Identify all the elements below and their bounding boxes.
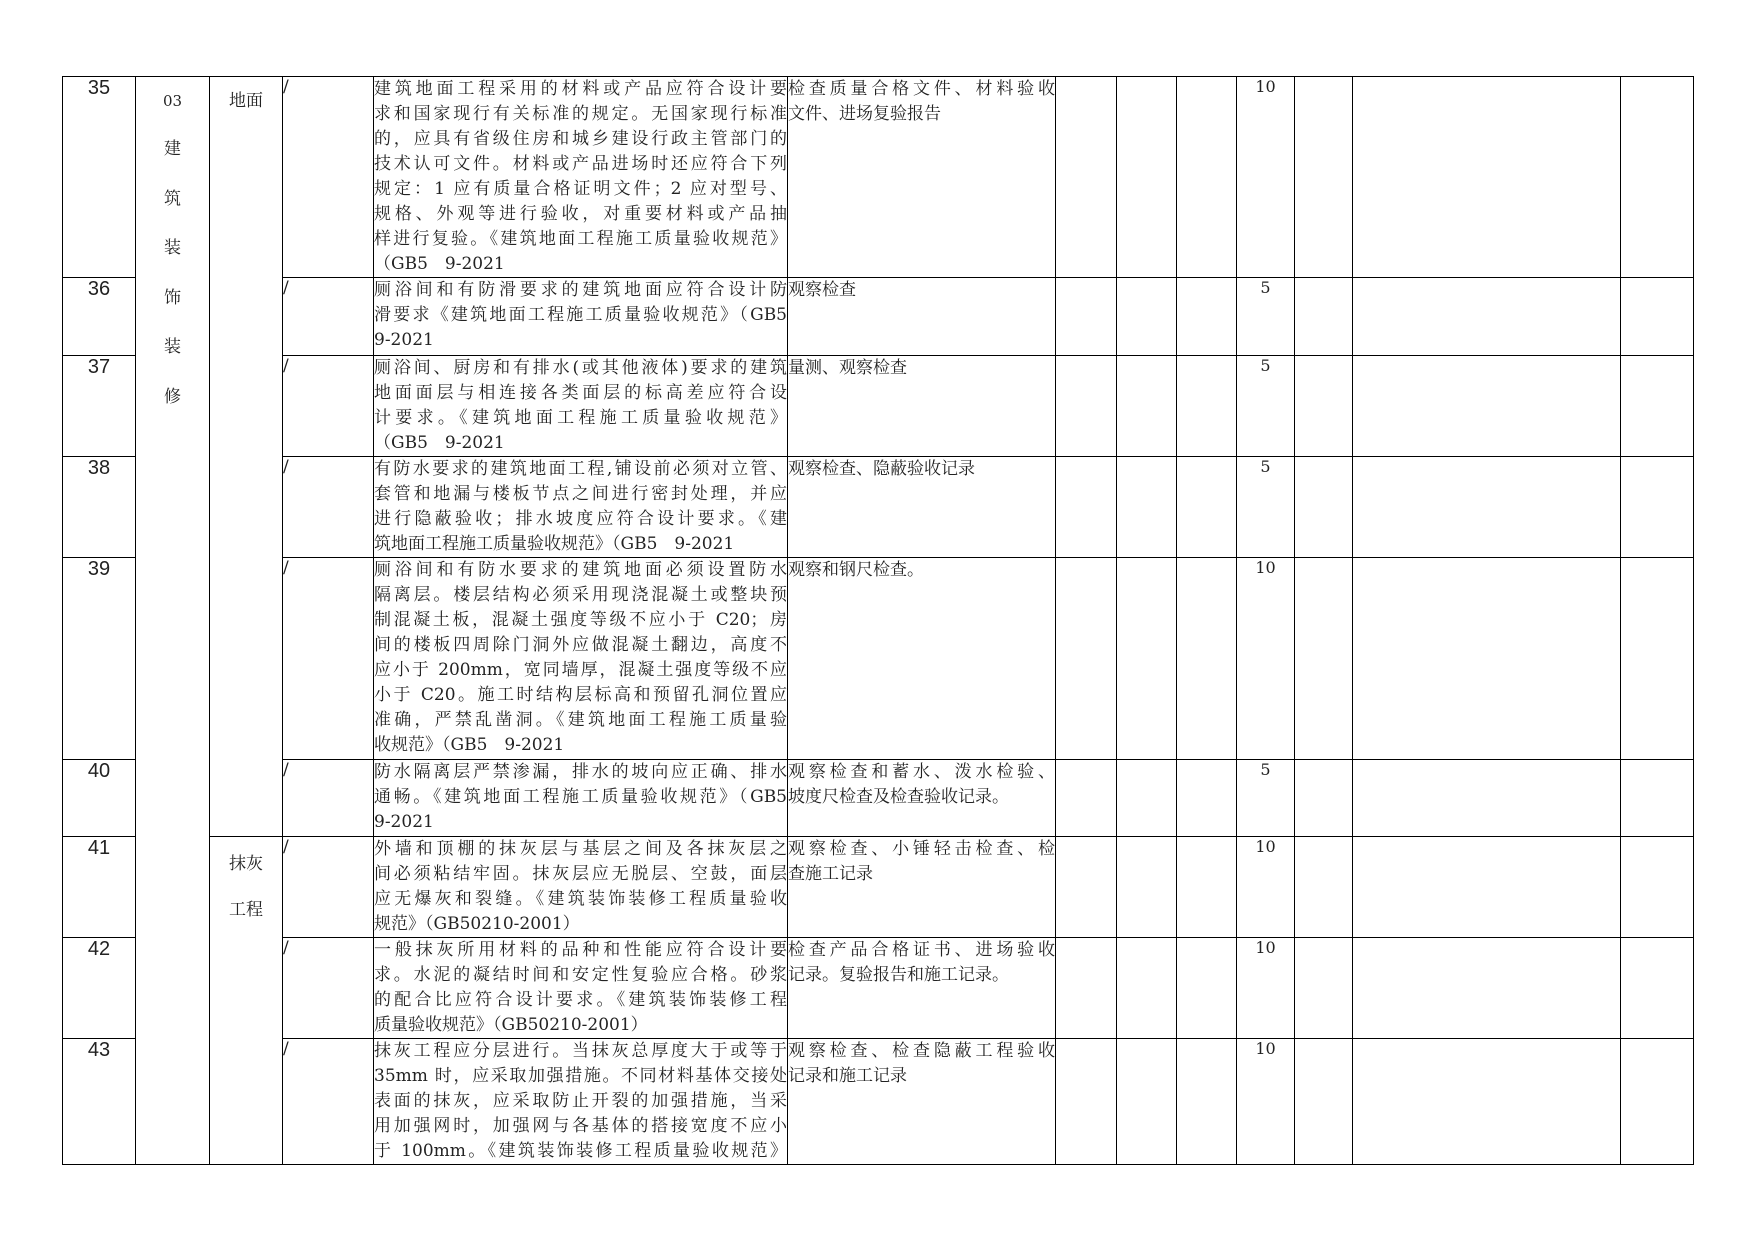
blank-cell bbox=[1295, 760, 1353, 837]
blank-cell bbox=[1295, 837, 1353, 938]
text-line: 抹灰工程应分层进行。当抹灰总厚度大于或等于 bbox=[374, 1041, 787, 1061]
text-line: 通畅。《建筑地面工程施工质量验收规范》（GB5 bbox=[374, 787, 787, 807]
requirement-text bbox=[374, 356, 788, 457]
inspection-method bbox=[788, 938, 1056, 1039]
item-number: 42 bbox=[63, 938, 136, 1039]
blank-cell bbox=[1295, 938, 1353, 1039]
method-line: 观察检查和蓄水、泼水检验、 bbox=[788, 762, 1055, 782]
mark-cell bbox=[283, 356, 374, 457]
item-number: 37 bbox=[63, 356, 136, 457]
method-line: 检查产品合格证书、进场验收 bbox=[788, 940, 1055, 960]
text-line: 规格、外观等进行验收，对重要材料或产品抽 bbox=[374, 204, 787, 224]
mark-cell bbox=[283, 1039, 374, 1165]
method-line: 坡度尺检查及检查验收记录。 bbox=[788, 787, 1009, 807]
inspection-method bbox=[788, 457, 1056, 558]
blank-cell bbox=[1353, 760, 1621, 837]
slash-mark: / bbox=[283, 837, 289, 857]
slash-mark: / bbox=[283, 278, 289, 298]
blank-cell bbox=[1117, 938, 1177, 1039]
method-line: 量测、观察检查 bbox=[788, 358, 907, 378]
mark-cell bbox=[283, 77, 374, 278]
text-line: 套管和地漏与楼板节点之间进行密封处理，并应 bbox=[374, 484, 787, 504]
score: 10 bbox=[1237, 938, 1295, 1039]
text-line: 防水隔离层严禁渗漏，排水的坡向应正确、排水 bbox=[374, 762, 787, 782]
item-number: 36 bbox=[63, 278, 136, 356]
blank-cell bbox=[1353, 837, 1621, 938]
subitem-label-line: 工程 bbox=[229, 900, 263, 920]
text-line: 小于 C20。施工时结构层标高和预留孔洞位置应 bbox=[374, 685, 787, 705]
blank-cell bbox=[1117, 760, 1177, 837]
item-number: 38 bbox=[63, 457, 136, 558]
text-line: 有防水要求的建筑地面工程,铺设前必须对立管、 bbox=[374, 459, 787, 479]
slash-mark: / bbox=[283, 457, 289, 477]
text-line: （GB5 9-2021 bbox=[374, 254, 505, 274]
blank-cell bbox=[1117, 1039, 1177, 1165]
method-line: 查施工记录 bbox=[788, 864, 873, 884]
slash-mark: / bbox=[283, 760, 289, 780]
table-row bbox=[63, 837, 1694, 938]
text-line: 的，应具有省级住房和城乡建设行政主管部门的 bbox=[374, 129, 787, 149]
slash-mark: / bbox=[283, 558, 289, 578]
text-line: 规范》（GB50210-2001） bbox=[374, 914, 580, 934]
requirement-text bbox=[374, 760, 788, 837]
table-row bbox=[63, 356, 1694, 457]
requirement-text bbox=[374, 278, 788, 356]
inspection-method bbox=[788, 356, 1056, 457]
table-row bbox=[63, 77, 1694, 278]
score: 5 bbox=[1237, 356, 1295, 457]
blank-cell bbox=[1177, 457, 1237, 558]
text-line: 9-2021 bbox=[374, 812, 434, 832]
subitem-label-line: 抹灰 bbox=[229, 854, 263, 874]
text-line: 地面面层与相连接各类面层的标高差应符合设 bbox=[374, 383, 787, 403]
category-name-char: 装 bbox=[164, 337, 181, 357]
blank-cell bbox=[1056, 837, 1117, 938]
blank-cell bbox=[1056, 558, 1117, 760]
blank-cell bbox=[1056, 760, 1117, 837]
text-line: 的配合比应符合设计要求。《建筑装饰装修工程 bbox=[374, 990, 787, 1010]
text-line: 求。水泥的凝结时间和安定性复验应合格。砂浆 bbox=[374, 965, 787, 985]
score: 10 bbox=[1237, 558, 1295, 760]
requirement-text bbox=[374, 837, 788, 938]
blank-cell bbox=[1117, 77, 1177, 278]
text-line: 计要求。《建筑地面工程施工质量验收规范》 bbox=[374, 408, 787, 428]
slash-mark: / bbox=[283, 1039, 289, 1059]
blank-cell bbox=[1117, 558, 1177, 760]
blank-cell bbox=[1621, 457, 1694, 558]
blank-cell bbox=[1353, 278, 1621, 356]
blank-cell bbox=[1621, 837, 1694, 938]
text-line: 隔离层。楼层结构必须采用现浇混凝土或整块预 bbox=[374, 585, 787, 605]
item-number: 41 bbox=[63, 837, 136, 938]
text-line: 外墙和顶棚的抹灰层与基层之间及各抹灰层之 bbox=[374, 839, 787, 859]
score: 10 bbox=[1237, 837, 1295, 938]
score: 5 bbox=[1237, 760, 1295, 837]
text-line: 应无爆灰和裂缝。《建筑装饰装修工程质量验收 bbox=[374, 889, 787, 909]
blank-cell bbox=[1056, 356, 1117, 457]
inspection-method bbox=[788, 760, 1056, 837]
blank-cell bbox=[1177, 356, 1237, 457]
method-line: 记录。复验报告和施工记录。 bbox=[788, 965, 1009, 985]
text-line: 质量验收规范》（GB50210-2001） bbox=[374, 1015, 648, 1035]
slash-mark: / bbox=[283, 938, 289, 958]
blank-cell bbox=[1056, 938, 1117, 1039]
category-name-char: 饰 bbox=[164, 287, 181, 308]
method-line: 文件、进场复验报告 bbox=[788, 104, 941, 124]
blank-cell bbox=[1177, 1039, 1237, 1165]
blank-cell bbox=[1353, 558, 1621, 760]
item-number: 43 bbox=[63, 1039, 136, 1165]
slash-mark: / bbox=[283, 77, 289, 97]
text-line: 技术认可文件。材料或产品进场时还应符合下列 bbox=[374, 154, 787, 174]
blank-cell bbox=[1295, 1039, 1353, 1165]
method-line: 记录和施工记录 bbox=[788, 1066, 907, 1086]
text-line: 滑要求《建筑地面工程施工质量验收规范》（GB5 bbox=[374, 305, 787, 325]
blank-cell bbox=[1056, 278, 1117, 356]
text-line: 间的楼板四周除门洞外应做混凝土翻边，高度不 bbox=[374, 635, 787, 655]
text-line: 9-2021 bbox=[374, 330, 434, 350]
text-line: 表面的抹灰，应采取防止开裂的加强措施，当采 bbox=[374, 1091, 787, 1111]
text-line: （GB5 9-2021 bbox=[374, 433, 505, 453]
blank-cell bbox=[1621, 1039, 1694, 1165]
document-page bbox=[62, 76, 1694, 1165]
mark-cell bbox=[283, 760, 374, 837]
subitem-cell bbox=[210, 837, 283, 1165]
table-row bbox=[63, 1039, 1694, 1165]
table-row bbox=[63, 760, 1694, 837]
text-line: 制混凝土板，混凝土强度等级不应小于 C20；房 bbox=[374, 610, 787, 630]
item-number: 39 bbox=[63, 558, 136, 760]
blank-cell bbox=[1353, 1039, 1621, 1165]
text-line: 厕浴间、厨房和有排水(或其他液体)要求的建筑 bbox=[374, 358, 787, 378]
mark-cell bbox=[283, 938, 374, 1039]
blank-cell bbox=[1295, 77, 1353, 278]
score: 5 bbox=[1237, 278, 1295, 356]
method-line: 观察和钢尺检查。 bbox=[788, 560, 924, 580]
score: 10 bbox=[1237, 1039, 1295, 1165]
blank-cell bbox=[1295, 457, 1353, 558]
blank-cell bbox=[1621, 558, 1694, 760]
blank-cell bbox=[1621, 356, 1694, 457]
inspection-method bbox=[788, 558, 1056, 760]
blank-cell bbox=[1177, 938, 1237, 1039]
method-line: 观察检查 bbox=[788, 280, 856, 300]
text-line: 收规范》（GB5 9-2021 bbox=[374, 735, 565, 755]
mark-cell bbox=[283, 558, 374, 760]
category-name-char: 装 bbox=[164, 238, 181, 258]
blank-cell bbox=[1621, 760, 1694, 837]
blank-cell bbox=[1177, 760, 1237, 837]
inspection-method bbox=[788, 1039, 1056, 1165]
inspection-method bbox=[788, 278, 1056, 356]
inspection-method bbox=[788, 77, 1056, 278]
blank-cell bbox=[1353, 938, 1621, 1039]
category-name-char: 修 bbox=[164, 386, 181, 407]
requirement-text bbox=[374, 558, 788, 760]
blank-cell bbox=[1353, 77, 1621, 278]
category-name-char: 建 bbox=[164, 139, 181, 159]
text-line: 规定：1 应有质量合格证明文件；2 应对型号、 bbox=[374, 179, 787, 199]
text-line: 于 100mm。《建筑装饰装修工程质量验收规范》 bbox=[374, 1141, 787, 1161]
score: 10 bbox=[1237, 77, 1295, 278]
mark-cell bbox=[283, 457, 374, 558]
requirement-text bbox=[374, 1039, 788, 1165]
category-code: 03 bbox=[162, 92, 183, 110]
inspection-table bbox=[62, 76, 1694, 1165]
method-line: 观察检查、小锤轻击检查、检 bbox=[788, 839, 1055, 859]
table-row bbox=[63, 938, 1694, 1039]
slash-mark: / bbox=[283, 356, 289, 376]
requirement-text bbox=[374, 938, 788, 1039]
blank-cell bbox=[1177, 558, 1237, 760]
blank-cell bbox=[1177, 77, 1237, 278]
category-cell bbox=[136, 77, 210, 1165]
table-row bbox=[63, 457, 1694, 558]
category-name bbox=[136, 125, 209, 422]
subitem-label: 地面 bbox=[229, 91, 263, 111]
blank-cell bbox=[1295, 278, 1353, 356]
subitem-label bbox=[210, 841, 282, 933]
text-line: 进行隐蔽验收；排水坡度应符合设计要求。《建 bbox=[374, 509, 787, 529]
requirement-text bbox=[374, 457, 788, 558]
text-line: 厕浴间和有防水要求的建筑地面必须设置防水 bbox=[374, 560, 787, 580]
subitem-cell bbox=[210, 77, 283, 837]
blank-cell bbox=[1621, 77, 1694, 278]
text-line: 应小于 200mm，宽同墙厚，混凝土强度等级不应 bbox=[374, 660, 787, 680]
text-line: 准确，严禁乱凿洞。《建筑地面工程施工质量验 bbox=[374, 710, 787, 730]
text-line: 间必须粘结牢固。抹灰层应无脱层、空鼓，面层 bbox=[374, 864, 787, 884]
score: 5 bbox=[1237, 457, 1295, 558]
blank-cell bbox=[1117, 356, 1177, 457]
mark-cell bbox=[283, 837, 374, 938]
method-line: 观察检查、隐蔽验收记录 bbox=[788, 459, 975, 479]
method-line: 观察检查、检查隐蔽工程验收 bbox=[788, 1041, 1055, 1061]
text-line: 用加强网时，加强网与各基体的搭接宽度不应小 bbox=[374, 1116, 787, 1136]
blank-cell bbox=[1117, 457, 1177, 558]
text-line: 求和国家现行有关标准的规定。无国家现行标准 bbox=[374, 104, 787, 124]
blank-cell bbox=[1621, 938, 1694, 1039]
requirement-text bbox=[374, 77, 788, 278]
blank-cell bbox=[1621, 278, 1694, 356]
blank-cell bbox=[1295, 356, 1353, 457]
blank-cell bbox=[1353, 457, 1621, 558]
item-number: 40 bbox=[63, 760, 136, 837]
item-number: 35 bbox=[63, 77, 136, 278]
blank-cell bbox=[1353, 356, 1621, 457]
inspection-method bbox=[788, 837, 1056, 938]
text-line: 35mm 时，应采取加强措施。不同材料基体交接处 bbox=[374, 1066, 787, 1086]
category-name-char: 筑 bbox=[164, 188, 181, 209]
text-line: 样进行复验。《建筑地面工程施工质量验收规范》 bbox=[374, 229, 787, 249]
blank-cell bbox=[1056, 1039, 1117, 1165]
blank-cell bbox=[1117, 837, 1177, 938]
table-row bbox=[63, 278, 1694, 356]
text-line: 建筑地面工程采用的材料或产品应符合设计要 bbox=[374, 79, 787, 99]
method-line: 检查质量合格文件、材料验收 bbox=[788, 79, 1055, 99]
mark-cell bbox=[283, 278, 374, 356]
blank-cell bbox=[1177, 837, 1237, 938]
blank-cell bbox=[1056, 77, 1117, 278]
text-line: 厕浴间和有防滑要求的建筑地面应符合设计防 bbox=[374, 280, 787, 300]
table-row bbox=[63, 558, 1694, 760]
blank-cell bbox=[1177, 278, 1237, 356]
blank-cell bbox=[1056, 457, 1117, 558]
text-line: 筑地面工程施工质量验收规范》（GB5 9-2021 bbox=[374, 534, 735, 554]
blank-cell bbox=[1295, 558, 1353, 760]
text-line: 一般抹灰所用材料的品种和性能应符合设计要 bbox=[374, 940, 787, 960]
blank-cell bbox=[1117, 278, 1177, 356]
